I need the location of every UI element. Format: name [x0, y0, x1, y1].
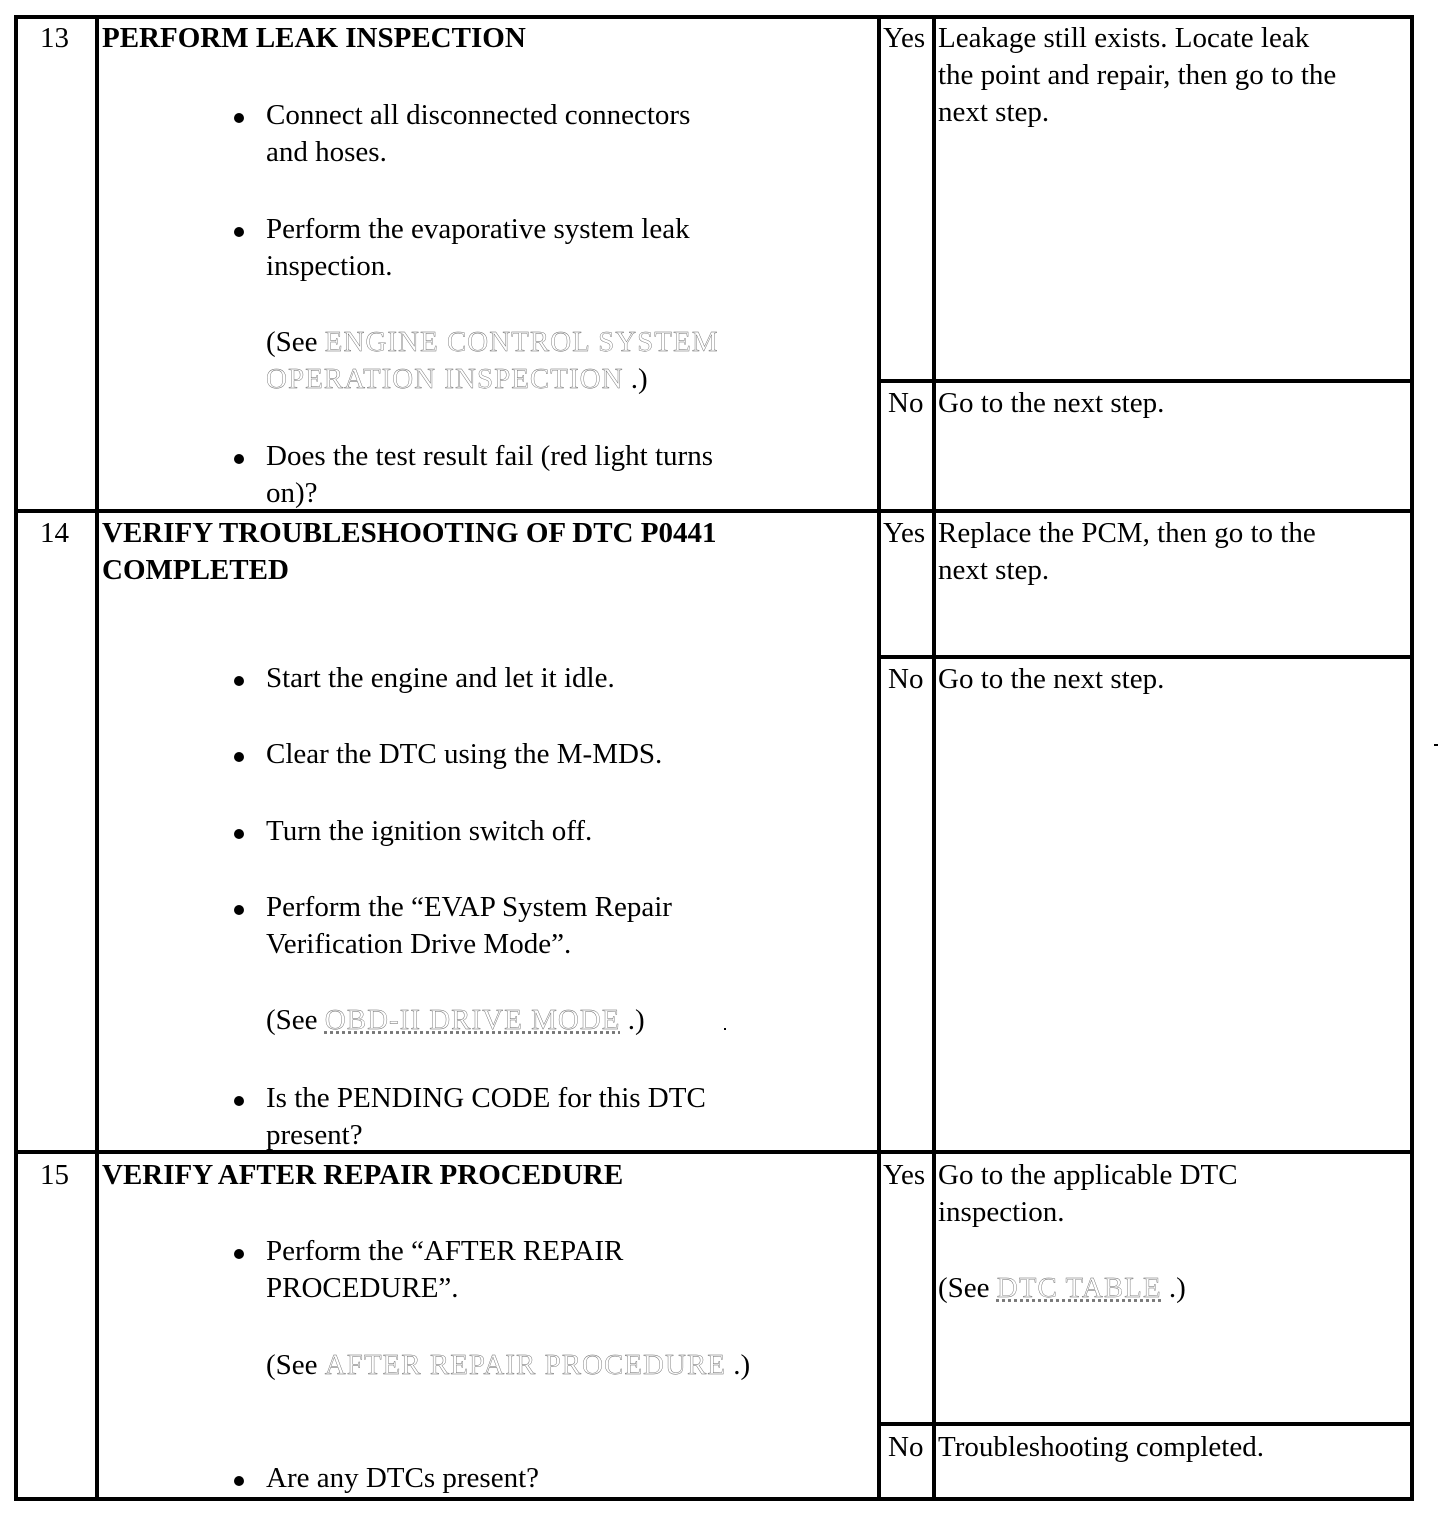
yes-no-divider-13: [877, 379, 1414, 383]
yes-no-divider-15: [877, 1422, 1414, 1426]
bullet-text: on)?: [266, 477, 318, 509]
yes-result: inspection.: [938, 1196, 1065, 1228]
yes-no-divider-14: [877, 655, 1414, 659]
see-suffix: .): [1161, 1272, 1186, 1304]
yes-result: Go to the applicable DTC: [938, 1159, 1238, 1191]
operation-inspection-link[interactable]: OPERATION INSPECTION: [266, 363, 624, 395]
bullet-text: Does the test result fail (red light turns: [266, 440, 713, 472]
see-prefix: (See: [266, 1349, 325, 1381]
yes-label: Yes: [883, 22, 926, 54]
engine-control-system-link[interactable]: ENGINE CONTROL SYSTEM: [324, 326, 719, 358]
yes-result: next step.: [938, 554, 1050, 586]
no-label: No: [888, 1431, 924, 1463]
step-number: 13: [40, 22, 69, 54]
yes-label: Yes: [883, 517, 926, 549]
bullet-text: and hoses.: [266, 136, 387, 168]
step-number: 15: [40, 1159, 69, 1191]
bullet-text: Connect all disconnected connectors: [266, 99, 691, 131]
no-result: Go to the next step.: [938, 387, 1165, 419]
yes-result: next step.: [938, 96, 1050, 128]
bullet-icon: [234, 829, 244, 839]
col-divider-number: [95, 15, 99, 1501]
no-label: No: [888, 663, 924, 695]
see-prefix: (See: [266, 326, 325, 358]
bullet-text: Are any DTCs present?: [266, 1462, 539, 1494]
stray-mark: [1434, 744, 1438, 746]
bullet-text: Verification Drive Mode”.: [266, 928, 572, 960]
yes-result: Leakage still exists. Locate leak: [938, 22, 1310, 54]
bullet-text: Is the PENDING CODE for this DTC: [266, 1082, 706, 1114]
yes-result: the point and repair, then go to the: [938, 59, 1337, 91]
row-divider-14-15: [14, 1150, 1414, 1154]
see-reference: [266, 324, 718, 361]
bullet-icon: [234, 752, 244, 762]
no-result: Go to the next step.: [938, 663, 1165, 695]
obd-ii-drive-mode-link[interactable]: OBD-II DRIVE MODE: [324, 1004, 621, 1036]
bullet-icon: [234, 1476, 244, 1486]
step-title: COMPLETED: [102, 554, 289, 586]
see-reference: [938, 1270, 1186, 1307]
bullet-icon: [234, 454, 244, 464]
bullet-text: Start the engine and let it idle.: [266, 662, 615, 694]
see-reference: [266, 1347, 750, 1384]
step-title: VERIFY TROUBLESHOOTING OF DTC P0441: [102, 517, 717, 549]
see-reference: [266, 1002, 645, 1039]
bullet-icon: [234, 1249, 244, 1259]
see-prefix: (See: [938, 1272, 997, 1304]
step-title: VERIFY AFTER REPAIR PROCEDURE: [102, 1159, 624, 1191]
bullet-icon: [234, 905, 244, 915]
bullet-text: Turn the ignition switch off.: [266, 815, 593, 847]
yes-label: Yes: [883, 1159, 926, 1191]
bullet-text: Clear the DTC using the M-MDS.: [266, 738, 663, 770]
see-suffix: .): [726, 1349, 751, 1381]
bullet-text: inspection.: [266, 250, 393, 282]
troubleshooting-table: [14, 15, 1414, 1501]
col-divider-action: [877, 15, 881, 1501]
see-reference-cont: [266, 361, 648, 398]
no-label: No: [888, 387, 924, 419]
dtc-table-link[interactable]: DTC TABLE: [996, 1272, 1162, 1304]
bullet-text: Perform the evaporative system leak: [266, 213, 690, 245]
bullet-icon: [234, 227, 244, 237]
no-result: Troubleshooting completed.: [938, 1431, 1264, 1463]
bullet-icon: [234, 676, 244, 686]
bullet-text: PROCEDURE”.: [266, 1272, 459, 1304]
see-suffix: .): [623, 363, 648, 395]
bullet-icon: [234, 1096, 244, 1106]
after-repair-procedure-link[interactable]: AFTER REPAIR PROCEDURE: [324, 1349, 727, 1381]
yes-result: Replace the PCM, then go to the: [938, 517, 1316, 549]
bullet-text: present?: [266, 1119, 363, 1151]
bullet-text: Perform the “EVAP System Repair: [266, 891, 672, 923]
col-divider-answer: [932, 15, 936, 1501]
bullet-icon: [234, 113, 244, 123]
stray-dot: [724, 1028, 726, 1030]
step-title: PERFORM LEAK INSPECTION: [102, 22, 526, 54]
step-number: 14: [40, 517, 69, 549]
bullet-text: Perform the “AFTER REPAIR: [266, 1235, 624, 1267]
see-suffix: .): [620, 1004, 645, 1036]
see-prefix: (See: [266, 1004, 325, 1036]
row-divider-13-14: [14, 509, 1414, 513]
